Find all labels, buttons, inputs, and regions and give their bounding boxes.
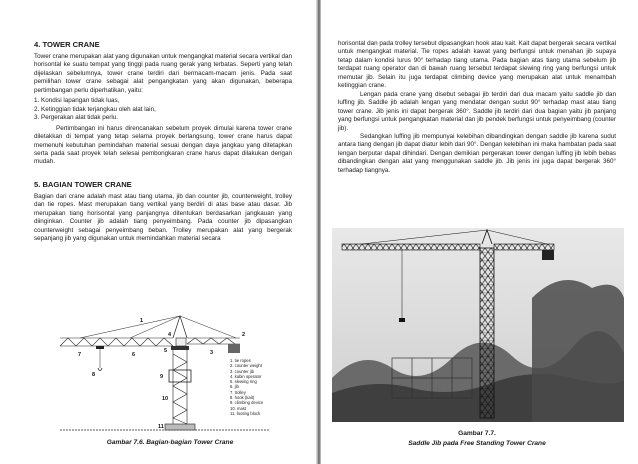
photo-mast: [480, 248, 494, 418]
heading-parts: 5. BAGIAN TOWER CRANE: [34, 179, 132, 189]
legend-item: 9. climbing device: [230, 400, 264, 406]
legend-item: 5. slewing ring: [230, 379, 257, 385]
paragraph-jib-types: Lengan pada crane yang disebut sebagai jib terdiri dari dua macam yaitu saddle jib dan luffing jib. Saddle jib adalah lengan yang mendatar dengan sudut 90° terhadap mast atau tiang tower crane. Jib jenis ini dapat bergerak 360°. Saddle jib terdiri dari dua bagian yaitu jib panjang yang berfungsi untuk pengangkatan material dan jib pendek berfungsi untuk penyeimbang (counter jib).: [338, 90, 616, 132]
paragraph-parts: Bagian dari crane adalah mast atau tiang utama, jib dan counter jib, counterweight, trolley dan tie ropes. Mast merupakan tiang vertikal yang berdiri di atas base atau dasar. Jib merupakan tiang horisontal yang panjangnya ditentukan berdasarkan jangkauan yang diinginkan. Counter jib adalah tiang penyeimbang. Pada counter jib dipasangkan counterweight sebagai penyeimbang beban. Trolley merupakan alat yang bergerak sepanjang jib yang digunakan untuk memindahkan material secara: [34, 192, 292, 243]
figure-caption-7-7-number: Gambar 7.7.: [458, 430, 496, 437]
list-item: 2. Ketinggian tidak terjangkau oleh alat lain,: [34, 105, 156, 113]
right-page: [320, 0, 638, 464]
crane-photo-svg: [332, 228, 624, 422]
left-text-column: [34, 40, 292, 244]
slewing-ring-shape: [171, 346, 189, 350]
diagram-legend: [230, 358, 263, 416]
cabin-shape: [176, 338, 186, 346]
label-7: 7: [78, 352, 82, 358]
legend-item: 11. footing block: [230, 410, 261, 416]
paragraph-tower-intro: Tower crane merupakan alat yang digunakan untuk mengangkat material secara vertikal dan horisontal ke suatu tempat yang tinggi pada ruang gerak yang terbatas. Seperti yang telah dijelaskan sebelumnya, tower crane terdiri dari bermacam-macam jenis. Pada saat pemilihan tower crane sebagai alat pengangkatan yang akan digunakan, beberapa pertimbangan perlu diperhatikan, yaitu:: [34, 53, 292, 94]
tower-crane-diagram: [40, 310, 300, 435]
paragraph-luffing-jib: Sedangkan luffing jib mempunyai kelebihan dibandingkan dengan saddle jib karena sudut antara tiang dengan jib dapat diatur lebih dari 90°. Dengan kelebihan ini maka hambatan pada saat lengan berputar dapat dihindari. Dengan demikian pergerakan tower dengan luffing jib lebih bebas dibandingkan dengan alat yang menggunakan saddle jib. Jib jenis ini juga dapat bergerak 360° terhadap tiangnya.: [338, 132, 616, 174]
figure-caption-7-6: Gambar 7.6. Bagian-bagian Tower Crane: [106, 439, 234, 446]
label-1: 1: [140, 318, 144, 324]
left-page: [0, 0, 318, 464]
heading-tower-crane: 4. TOWER CRANE: [34, 40, 100, 49]
tie-rope-shape: [80, 316, 180, 338]
crane-photo: [332, 228, 624, 422]
figure-caption-7-7-title: Saddle Jib pada Free Standing Tower Crane: [408, 440, 546, 447]
label-9: 9: [160, 374, 164, 380]
consideration-list: [34, 97, 292, 122]
jib-shape: [60, 338, 173, 346]
label-8: 8: [92, 372, 96, 378]
label-3: 3: [210, 350, 214, 356]
right-text-column: [338, 40, 616, 175]
legend-item: 10. mast: [230, 405, 247, 411]
hook-shape: [98, 368, 102, 371]
photo-jib: [342, 244, 480, 250]
counter-jib-shape: [187, 338, 240, 344]
footing-block-shape: [165, 424, 195, 430]
legend-item: 4. kabin operator: [230, 373, 262, 379]
label-10: 10: [162, 396, 169, 402]
label-5: 5: [164, 348, 168, 354]
legend-item: 3. counter jib: [230, 368, 254, 374]
counter-weight-shape: [228, 344, 240, 353]
climbing-device-shape: [169, 370, 191, 382]
paragraph-tower-planning: Pertimbangan ini harus direncanakan sebelum proyek dimulai karena tower crane diletakkan di tempat yang tetap selama proyek berlangsung, tower crane harus dapat memenuhi kebutuhan pemindahan material sesuai dengan daya jangkau yang ditetapkan serta pada saat proyek telah selesai pembongkaran crane harus dapat dilakukan dengan mudah.: [34, 124, 292, 166]
paragraph-trolley-hook: horisontal dan pada trolley tersebut dipasangkan hook atau kait. Kait dapat bergerak secara vertikal untuk mengangkat material. Tie ropes adalah kawat yang berfungsi untuk menahan jib supaya tetap dalam kondisi lurus 90° terhadap tiang utama. Pada bagian atas tiang utama sebelum jib terdapat ruang operator dan di bawah ruang tersebut terdapat slewing ring yang berfungsi untuk memutar jib. Selain itu juga terdapat climbing device yang merupakan alat untuk menambah ketinggian crane.: [338, 40, 616, 90]
label-11: 11: [158, 424, 164, 430]
legend-item: 7. trolley: [230, 389, 246, 395]
list-item: 3. Pergerakan alat tidak perlu.: [34, 114, 119, 122]
legend-item: 8. hook (kait): [230, 395, 255, 401]
label-6: 6: [132, 352, 136, 358]
legend-item: 6. jib: [230, 384, 239, 390]
trolley-shape: [96, 346, 104, 349]
legend-item: 1. tie ropes: [230, 358, 251, 363]
mast-shape: [173, 350, 187, 424]
label-2: 2: [242, 332, 246, 338]
photo-counter-jib: [494, 244, 554, 250]
label-4: 4: [168, 332, 172, 338]
list-item: 1. Kondisi lapangan tidak luas,: [34, 97, 120, 105]
legend-item: 2. counter weight: [230, 363, 262, 369]
